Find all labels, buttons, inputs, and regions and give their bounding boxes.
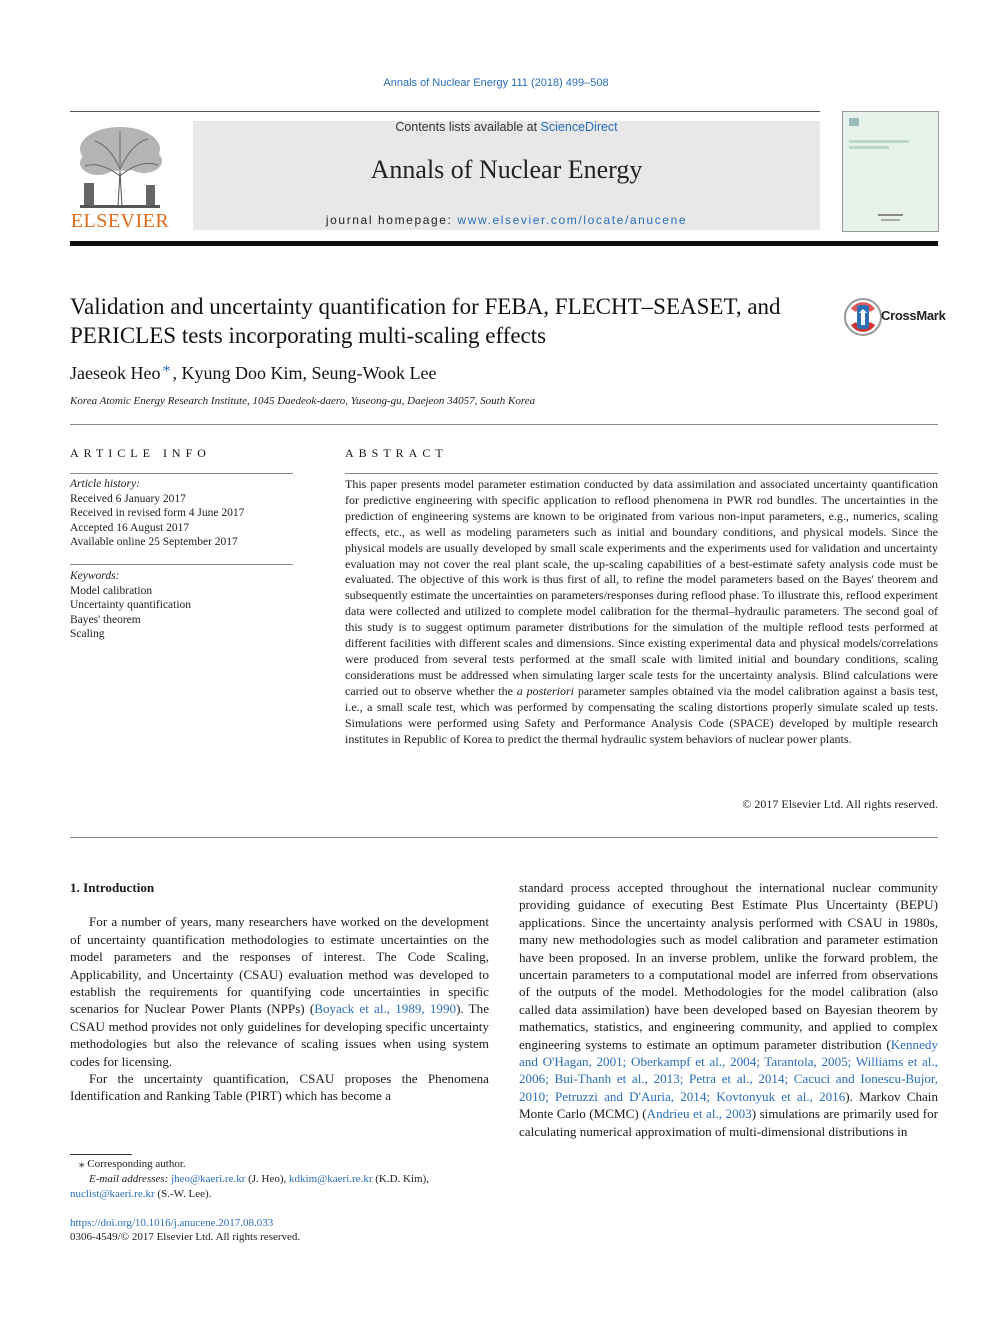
footnote-corresponding bbox=[70, 1157, 489, 1172]
article-title-line2: PERICLES tests incorporating multi-scaling effects bbox=[70, 323, 547, 348]
intro-r-text3: ) simulations are primarily used for calculating numerical approximation of multi-dimensional distributions in bbox=[519, 1106, 938, 1139]
email-label: E-mail addresses: bbox=[89, 1173, 169, 1185]
footnote-emails-line2 bbox=[70, 1187, 489, 1202]
intro-paragraph-1 bbox=[70, 913, 489, 1070]
abstract-part1: This paper presents model parameter estimation conducted by data assimilation and associated uncertainty quantification for predictive engineering with specific application to reflood phenomena in PWR rod bundles. The uncertainties in the prediction of engineering systems are known to be originated from various non-input parameters, e.g., numerics, scaling effects, etc., as well as modeling parameters such as initial and boundary conditions, and physical models. Since the physical models are usually developed by small scale experiments and the experiments used for validation and uncertainty evaluation may not cover the real plant scale, the up-scaling capabilities of a best-estimate safety analysis code must be evaluated. The objective of this work is thus first of all, to refine the model parameters based on the Bayes' theorem and subsequently estimate the uncertainties on parameters/responses during reflood phase. To illustrate this, reflood experiment data were collected and utilized to complete model calibration for the thermal–hydraulic parameters. The second goal of this study is to suggest optimum parameter distributions for the simulation of the multiple reflood tests performed at different facilities with different scales and dimensions. Since existing experimental data and physical models/correlations were produced from several tests performed at the small scale with limited initial and boundary conditions, scaling considerations must be addressed when simulating larger scale tests for the uncertainty analysis. Blind calculations were carried out to observe whether the bbox=[345, 477, 938, 698]
abstract-copyright: © 2017 Elsevier Ltd. All rights reserved. bbox=[742, 797, 938, 811]
abstract-italic: a posteriori bbox=[516, 683, 574, 698]
journal-cover-thumbnail[interactable] bbox=[842, 111, 939, 232]
keyword-item: Uncertainty quantification bbox=[70, 599, 192, 611]
history-revised: Received in revised form 4 June 2017 bbox=[70, 507, 245, 519]
article-info-rule bbox=[70, 473, 293, 474]
journal-homepage bbox=[193, 213, 820, 227]
crossmark-label[interactable]: CrossMark bbox=[881, 308, 946, 323]
intro-p1-tail: ). The CSAU method provides not only guidelines for developing specific uncertainty methodologies but also the relevance of scaling issues when using system codes for licensing. bbox=[70, 1001, 490, 1069]
history-label: Article history: bbox=[70, 478, 140, 490]
email-heo[interactable]: jheo@kaeri.re.kr bbox=[171, 1173, 246, 1185]
intro-r-text2: ). Markov Chain Monte Carlo (MCMC) ( bbox=[519, 1088, 938, 1122]
abstract-bottom-rule bbox=[70, 837, 938, 838]
email-lee-name: (S.-W. Lee). bbox=[154, 1188, 212, 1200]
affiliation-rule bbox=[70, 424, 938, 425]
contents-line bbox=[193, 120, 820, 134]
author-list bbox=[70, 363, 436, 384]
article-info-heading: ARTICLE INFO bbox=[70, 446, 211, 460]
elsevier-wordmark: ELSEVIER bbox=[70, 210, 170, 232]
corresponding-author-footnote bbox=[70, 1157, 489, 1202]
keywords-label: Keywords: bbox=[70, 570, 120, 582]
footnote-star: ⁎ bbox=[79, 1158, 85, 1170]
article-title bbox=[70, 292, 830, 350]
keywords bbox=[70, 569, 293, 642]
keyword-item: Bayes' theorem bbox=[70, 613, 141, 626]
citation-boyack[interactable]: Boyack et al., 1989, 1990 bbox=[314, 1001, 457, 1017]
article-title-line1: Validation and uncertainty quantification for FEBA, FLECHT–SEASET, and bbox=[70, 294, 781, 319]
history-received: Received 6 January 2017 bbox=[70, 492, 186, 505]
email-kim[interactable]: kdkim@kaeri.re.kr bbox=[289, 1173, 373, 1185]
crossmark-icon[interactable] bbox=[843, 297, 883, 337]
email-heo-name: (J. Heo), bbox=[245, 1173, 290, 1185]
corresponding-author-mark[interactable]: * bbox=[162, 363, 171, 380]
homepage-link[interactable]: www.elsevier.com/locate/anucene bbox=[457, 213, 688, 227]
keyword-item: Model calibration bbox=[70, 584, 153, 597]
abstract-rule bbox=[345, 473, 938, 474]
email-kim-name: (K.D. Kim), bbox=[372, 1173, 430, 1185]
doi-link[interactable]: https://doi.org/10.1016/j.anucene.2017.08.033 bbox=[70, 1217, 274, 1229]
coauthors: , Kyung Doo Kim, Seung-Wook Lee bbox=[172, 363, 437, 383]
author-heo: Jaeseok Heo bbox=[70, 363, 161, 383]
body-column-left bbox=[70, 879, 489, 1105]
intro-p1-text: For a number of years, many researchers have worked on the development of uncertainty quantification methodologies to estimate uncertainties on the model parameters and the responses of interest. The Code Scaling, Applicability, and Uncertainty (CSAU) evaluation method was developed to establish the requirements for quantifying code uncertainties in specific scenarios for Nuclear Power Plants (NPPs) ( bbox=[70, 914, 489, 1017]
keywords-rule bbox=[70, 564, 293, 565]
keyword-item: Scaling bbox=[70, 628, 105, 640]
affiliation: Korea Atomic Energy Research Institute, 1045 Daedeok-daero, Yuseong-gu, Daejeon 34057, South Korea bbox=[70, 395, 536, 407]
abstract-text bbox=[345, 477, 938, 747]
citation-group[interactable]: Kennedy and O'Hagan, 2001; Oberkampf et al., 2004; Tarantola, 2005; Williams et al., 2006; Bui-Thanh et al., 2013; Petra et al., 2014; Cacuci and Ionescu-Bujor, 2010; Petruzzi and D'Auria, 2014; Kovtonyuk et al., 2016 bbox=[519, 1036, 938, 1104]
intro-paragraph-2: For the uncertainty quantification, CSAU proposes the Phenomena Identification and Ranking Table (PIRT) which has become a bbox=[70, 1071, 489, 1104]
footnote-rule bbox=[70, 1154, 132, 1155]
sciencedirect-link[interactable]: ScienceDirect bbox=[540, 120, 618, 134]
homepage-prefix: journal homepage: bbox=[325, 213, 458, 227]
footnote-corresponding-text: Corresponding author. bbox=[87, 1158, 186, 1170]
journal-title: Annals of Nuclear Energy bbox=[370, 155, 643, 184]
contents-prefix: Contents lists available at bbox=[395, 120, 541, 134]
article-history bbox=[70, 477, 293, 550]
issn-copyright: 0306-4549/© 2017 Elsevier Ltd. All rights reserved. bbox=[70, 1231, 301, 1243]
abstract-heading: ABSTRACT bbox=[345, 446, 448, 460]
section-heading-introduction: 1. Introduction bbox=[70, 880, 155, 895]
history-online: Available online 25 September 2017 bbox=[70, 536, 238, 548]
intro-paragraph-2-continued bbox=[519, 879, 938, 1140]
header-rule bbox=[70, 111, 820, 112]
masthead-thick-rule bbox=[70, 241, 938, 246]
journal-citation[interactable]: Annals of Nuclear Energy 111 (2018) 499–508 bbox=[383, 77, 609, 89]
history-accepted: Accepted 16 August 2017 bbox=[70, 521, 190, 534]
abstract-part2: parameter samples obtained via the model calibration against a basis test, i.e., a small scale test, which was performed by compensating the scaling distortions properly simulate scaled up tests. Simulations were performed using Safety and Performance Analysis Code (SPACE) developed by multiple research institutes in Republic of Korea to predict the thermal hydraulic system behaviors of nuclear power plants. bbox=[345, 683, 938, 746]
email-lee[interactable]: nuclist@kaeri.re.kr bbox=[70, 1188, 155, 1200]
body-column-right bbox=[519, 879, 938, 1140]
intro-r-text1: standard process accepted throughout the international nuclear community providing guidance of executing Best Estimate Plus Uncertainty (BEPU) applications. Since the uncertainty analysis performed with CSAU in 1980s, many new methodologies such as model calibration and parameter estimation have been proposed. In an inverse problem, unlike the forward problem, the uncertain parameters to a computational model are inferred from observations of the outputs of the model. Methodologies for the model calibration (also called data assimilation) have been developed based on Bayesian theorem by mathematics, statistics, and engineering community, and applied to complex engineering systems to estimate an optimum parameter distribution ( bbox=[519, 880, 938, 1052]
footnote-emails bbox=[70, 1172, 489, 1187]
citation-andrieu[interactable]: Andrieu et al., 2003 bbox=[646, 1106, 752, 1122]
